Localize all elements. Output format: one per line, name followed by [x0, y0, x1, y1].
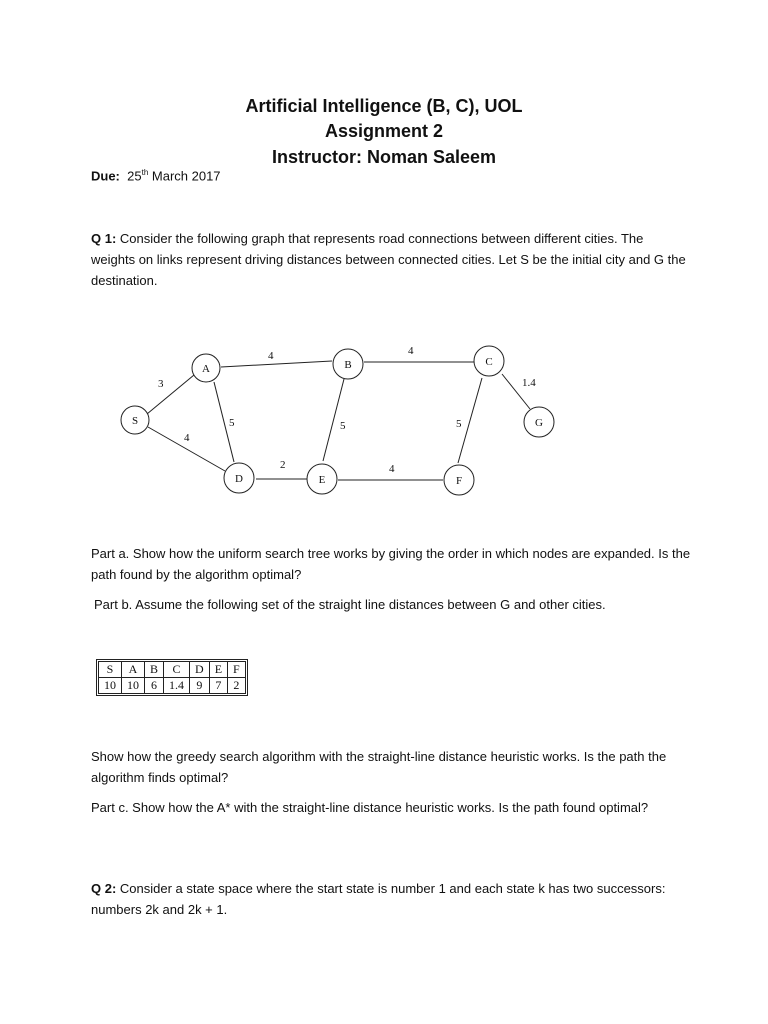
- edge-s-a: [147, 375, 194, 414]
- node-e: [307, 464, 337, 494]
- node-c: [474, 346, 504, 376]
- weight-e-f: 4: [389, 463, 395, 475]
- due-month-year: March 2017: [151, 168, 221, 184]
- weight-c-g: 1.4: [522, 377, 536, 389]
- node-f-label: F: [455, 475, 463, 487]
- heuristic-table-value-row: [99, 678, 246, 694]
- node-a: [192, 354, 220, 382]
- header-cell: E: [209, 662, 227, 678]
- weight-d-e: 2: [280, 459, 286, 471]
- node-e-label: E: [318, 474, 326, 486]
- value-cell: 10: [99, 678, 122, 694]
- weight-b-c: 4: [408, 345, 414, 357]
- part-b-text: Part b. Assume the following set of the straight line distances between G and other cities.: [94, 597, 606, 612]
- value-cell: 7: [209, 678, 227, 694]
- question-1-text: Consider the following graph that represents road connections between different cities. The weights on links represent driving distances between connected cities. Let S be the initial city and G the destination.: [91, 231, 686, 288]
- instructor-line: Instructor: Noman Saleem: [271, 147, 497, 167]
- course-title: Artificial Intelligence (B, C), UOL: [245, 96, 523, 116]
- header-cell: A: [122, 662, 145, 678]
- edge-c-f: [458, 378, 482, 463]
- header-cell: D: [190, 662, 210, 678]
- node-b-label: B: [344, 359, 352, 371]
- node-c-label: C: [485, 356, 493, 368]
- weight-c-f: 5: [456, 418, 462, 430]
- weight-s-a: 3: [158, 378, 164, 390]
- header-cell: F: [228, 662, 246, 678]
- due-label: Due:: [91, 168, 120, 184]
- assignment-title: Assignment 2: [324, 121, 444, 141]
- part-c-text: Part c. Show how the A* with the straight-line distance heuristic works. Is the path found optimal?: [91, 800, 649, 815]
- node-s-label: S: [131, 415, 139, 427]
- value-cell: 2: [228, 678, 246, 694]
- header-cell: B: [145, 662, 164, 678]
- edge-a-b: [221, 361, 332, 367]
- value-cell: 9: [190, 678, 210, 694]
- greedy-question: Show how the greedy search algorithm with the straight-line distance heuristic works. Is the path the algorithm finds optimal?: [91, 749, 667, 785]
- value-cell: 1.4: [164, 678, 190, 694]
- weight-b-e: 5: [340, 420, 346, 432]
- due-day: 25: [127, 168, 142, 184]
- question-1: [91, 228, 691, 291]
- heuristic-table-header-row: [99, 662, 246, 678]
- node-d-label: D: [235, 473, 243, 485]
- node-a-label: A: [202, 363, 210, 375]
- heuristic-table: [98, 661, 246, 694]
- node-g-label: G: [535, 417, 543, 429]
- weight-a-d: 5: [229, 417, 235, 429]
- due-day-suffix: th: [141, 168, 149, 177]
- node-f: [444, 465, 474, 495]
- question-2-label: Q 2:: [91, 881, 117, 896]
- graph-nodes: [121, 346, 554, 495]
- header-cell: S: [99, 662, 122, 678]
- node-s: [121, 406, 149, 434]
- node-d: [224, 463, 254, 493]
- part-a-text: Part a. Show how the uniform search tree works by giving the order in which nodes are expanded. Is the path found by the algorithm optimal?: [91, 546, 691, 582]
- weight-s-d: 4: [184, 432, 190, 444]
- weight-a-b: 4: [268, 350, 274, 362]
- question-2: [91, 878, 691, 920]
- question-1-label: Q 1:: [91, 231, 117, 246]
- value-cell: 10: [122, 678, 145, 694]
- value-cell: 6: [145, 678, 164, 694]
- question-2-text: Consider a state space where the start state is number 1 and each state k has two successors: numbers 2k and 2k + 1.: [91, 881, 666, 917]
- due-date: [91, 168, 221, 183]
- header-cell: C: [164, 662, 190, 678]
- node-g: [524, 407, 554, 437]
- node-b: [333, 349, 363, 379]
- city-graph-diagram: [110, 340, 543, 500]
